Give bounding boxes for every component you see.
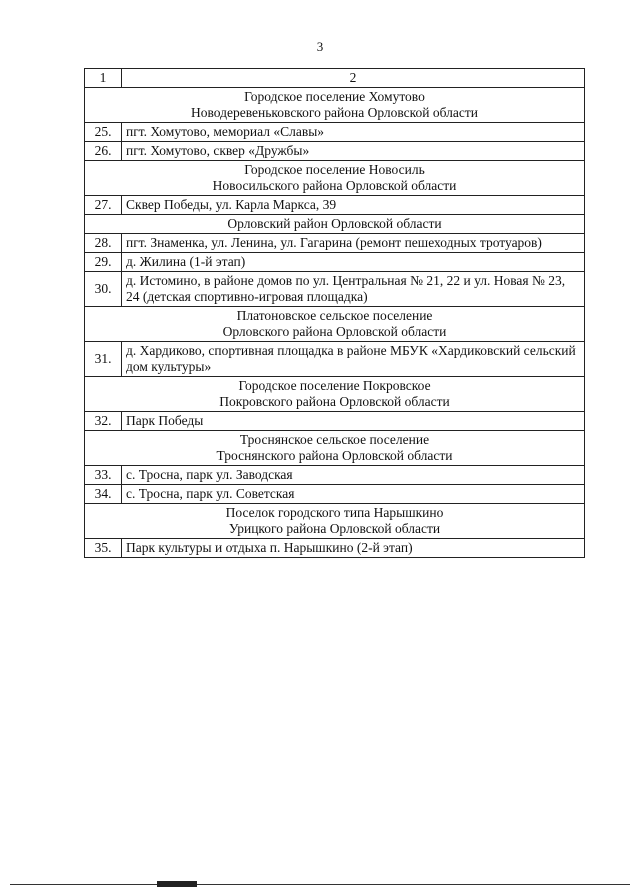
section-title-line: Городское поселение Хомутово [244, 89, 425, 104]
row-number: 35. [85, 539, 122, 558]
table-row [85, 196, 585, 215]
section-title-line: Урицкого района Орловской области [228, 521, 441, 536]
row-text: с. Тросна, парк ул. Советская [122, 485, 585, 504]
section-title-line: Орловский район Орловской области [227, 216, 442, 231]
section-row [85, 504, 585, 539]
table-row [85, 142, 585, 161]
row-text: Сквер Победы, ул. Карла Маркса, 39 [122, 196, 585, 215]
section-title [85, 161, 585, 196]
row-text: Парк Победы [122, 412, 585, 431]
row-number: 27. [85, 196, 122, 215]
section-title-line: Городское поселение Покровское [238, 378, 431, 393]
row-number: 29. [85, 253, 122, 272]
row-number: 31. [85, 342, 122, 377]
section-row [85, 377, 585, 412]
section-title [85, 307, 585, 342]
header-col-2: 2 [122, 69, 585, 88]
objects-table [84, 68, 585, 558]
table-header-row [85, 69, 585, 88]
row-number: 34. [85, 485, 122, 504]
table-row [85, 253, 585, 272]
section-title [85, 215, 585, 234]
section-title [85, 88, 585, 123]
table-row [85, 234, 585, 253]
section-title-line: Орловского района Орловской области [222, 324, 447, 339]
table-body [85, 88, 585, 558]
scan-bottom-line [10, 884, 630, 885]
section-title-line: Поселок городского типа Нарышкино [225, 505, 444, 520]
section-title-line: Новосильского района Орловской области [212, 178, 457, 193]
table-row [85, 466, 585, 485]
section-title [85, 504, 585, 539]
row-text: Парк культуры и отдыха п. Нарышкино (2-й этап) [122, 539, 585, 558]
row-text: пгт. Знаменка, ул. Ленина, ул. Гагарина (ремонт пешеходных тротуаров) [122, 234, 585, 253]
row-text: д. Истомино, в районе домов по ул. Центральная № 21, 22 и ул. Новая № 23, 24 (детская спортивно-игровая площадка) [122, 272, 585, 307]
row-number: 25. [85, 123, 122, 142]
table-row [85, 485, 585, 504]
row-number: 26. [85, 142, 122, 161]
row-text: д. Хардиково, спортивная площадка в районе МБУК «Хардиковский сельский дом культуры» [122, 342, 585, 377]
table-row [85, 123, 585, 142]
section-row [85, 215, 585, 234]
row-number: 33. [85, 466, 122, 485]
row-text: пгт. Хомутово, мемориал «Славы» [122, 123, 585, 142]
section-row [85, 161, 585, 196]
table-row [85, 272, 585, 307]
table-row [85, 412, 585, 431]
page-number: 3 [316, 39, 324, 54]
row-number: 28. [85, 234, 122, 253]
header-col-1: 1 [85, 69, 122, 88]
row-number: 30. [85, 272, 122, 307]
section-title-line: Троснянского района Орловской области [216, 448, 453, 463]
section-title [85, 431, 585, 466]
row-text: пгт. Хомутово, сквер «Дружбы» [122, 142, 585, 161]
section-title-line: Платоновское сельское поселение [236, 308, 433, 323]
section-row [85, 307, 585, 342]
section-title-line: Покровского района Орловской области [219, 394, 450, 409]
section-title [85, 377, 585, 412]
section-title-line: Новодеревеньковского района Орловской области [190, 105, 479, 120]
section-title-line: Городское поселение Новосиль [244, 162, 425, 177]
table-row [85, 342, 585, 377]
row-number: 32. [85, 412, 122, 431]
section-row [85, 431, 585, 466]
section-title-line: Троснянское сельское поселение [239, 432, 430, 447]
scan-bottom-mark [157, 881, 197, 887]
section-row [85, 88, 585, 123]
row-text: д. Жилина (1-й этап) [122, 253, 585, 272]
row-text: с. Тросна, парк ул. Заводская [122, 466, 585, 485]
table-row [85, 539, 585, 558]
